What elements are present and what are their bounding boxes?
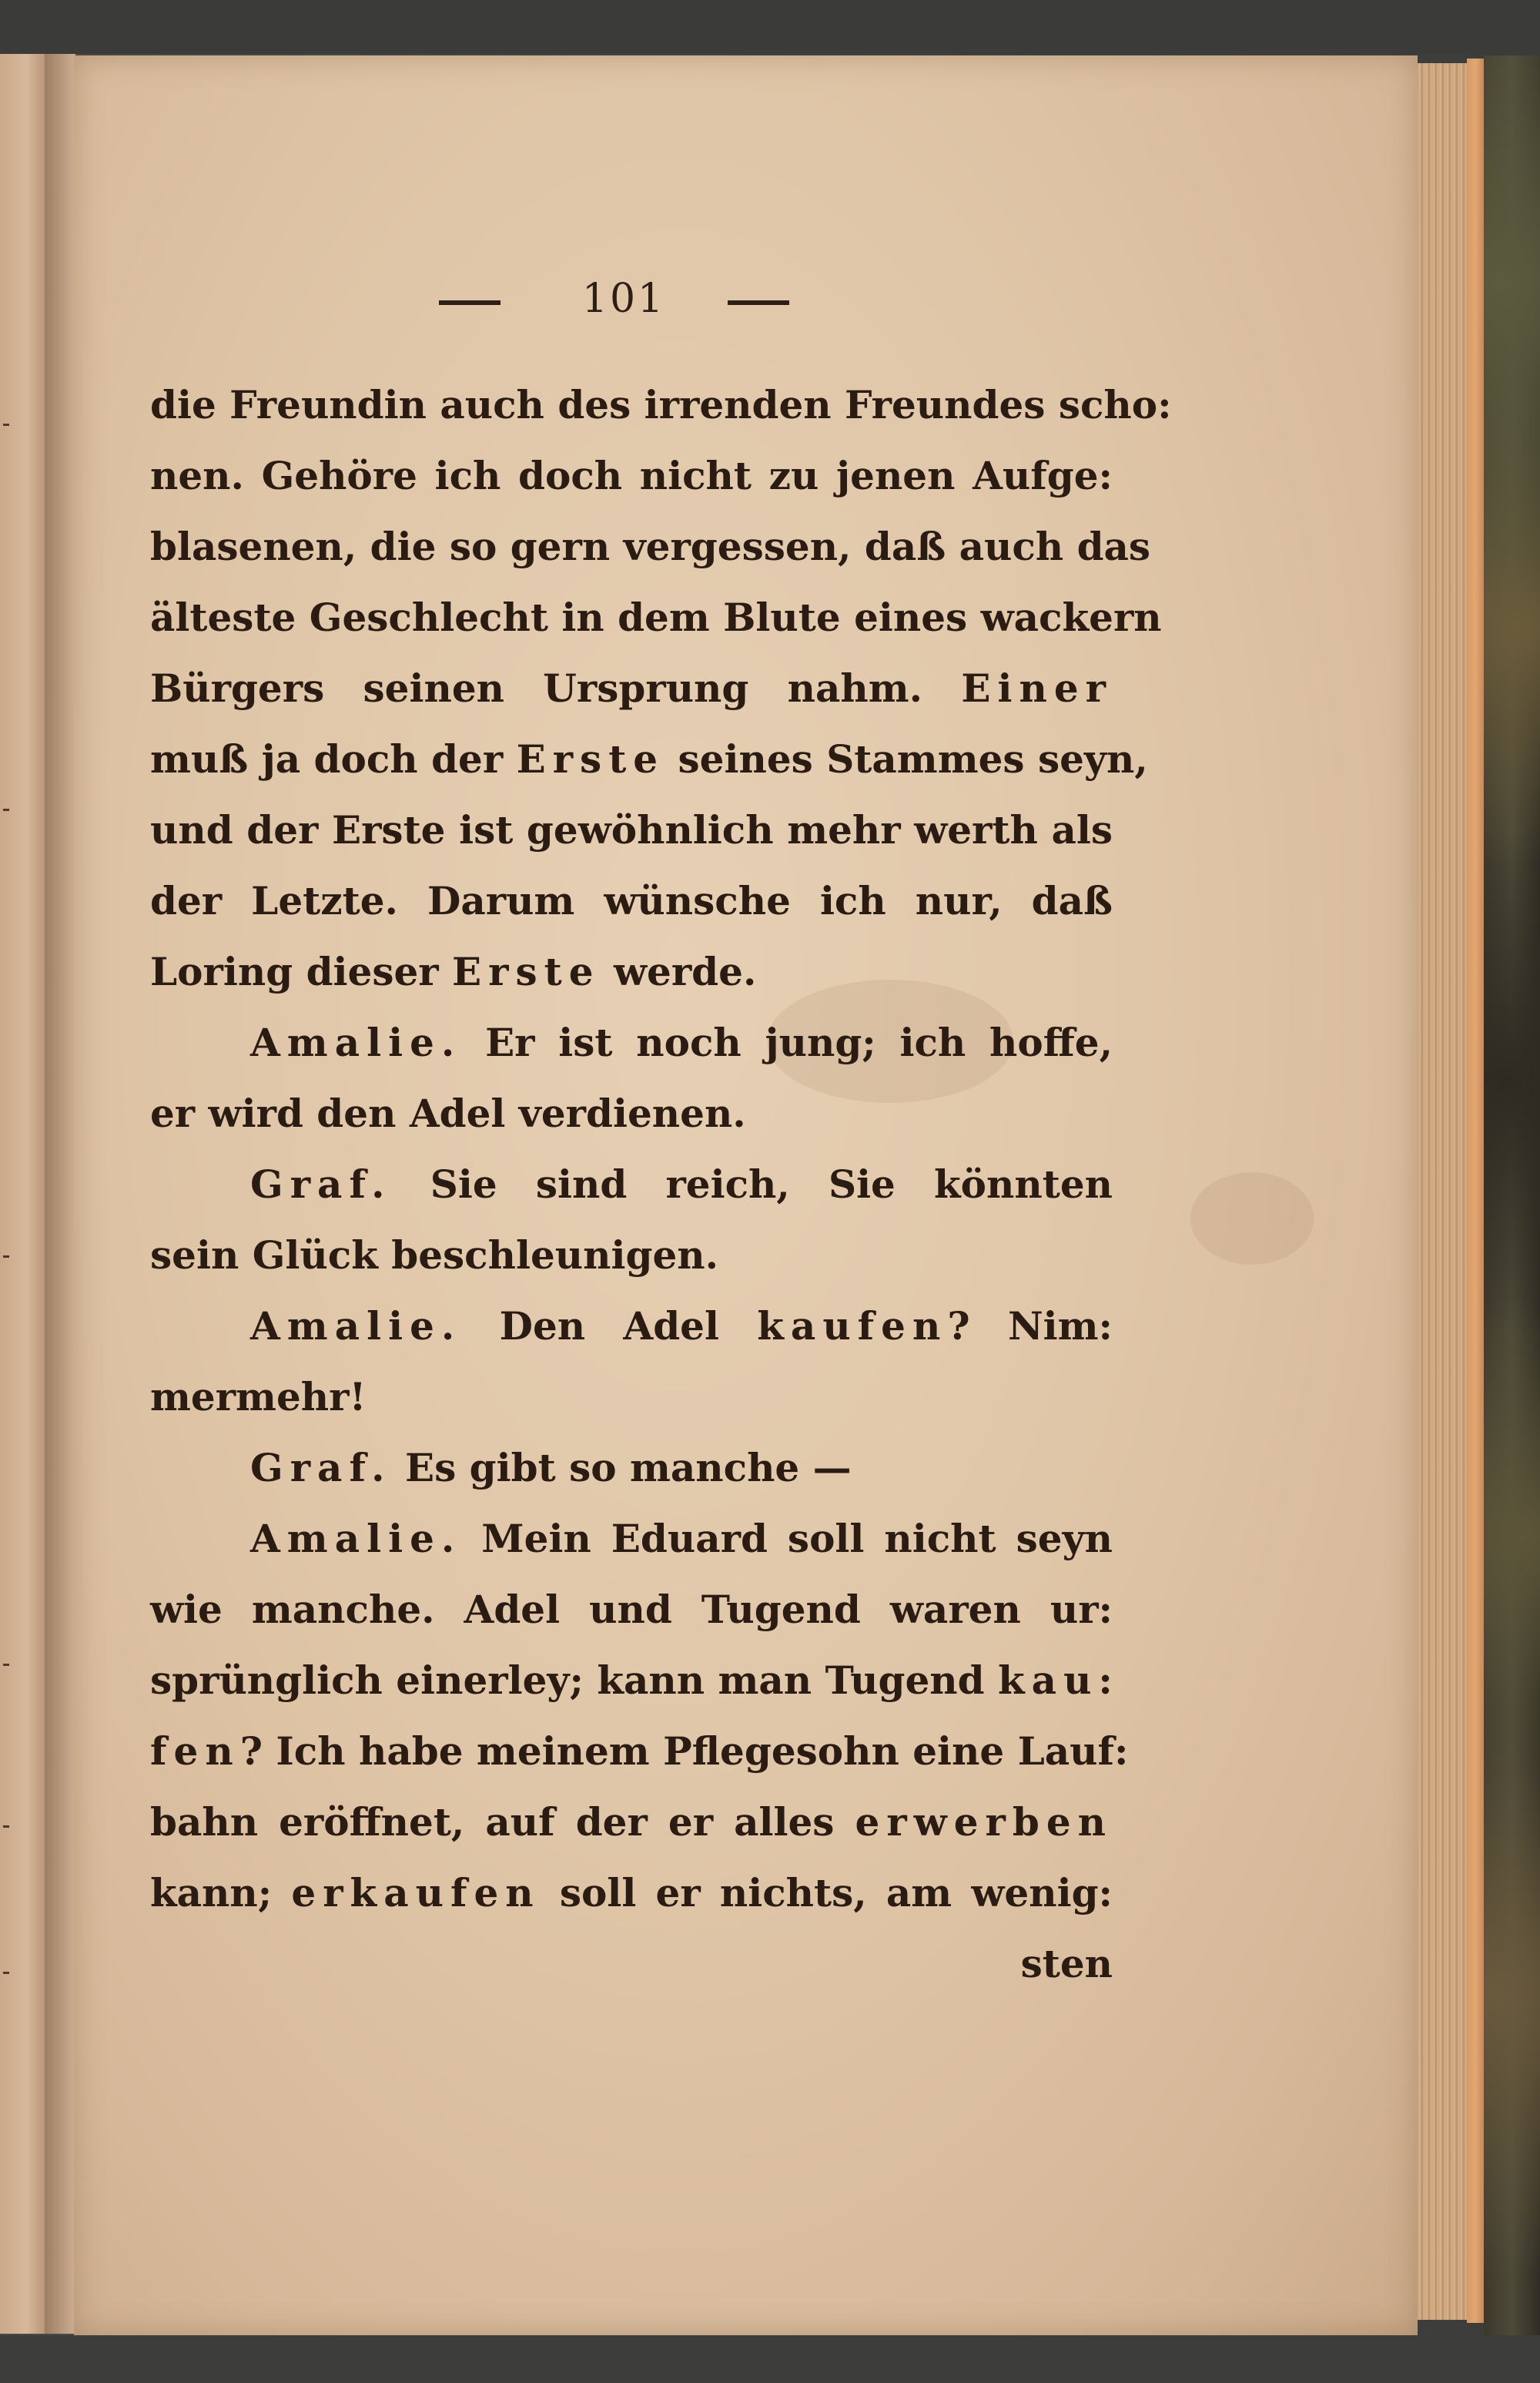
page-text (150, 370, 1172, 1999)
text-run: und der Erste ist gewöhnlich mehr werth als (150, 807, 1113, 853)
facing-page-mark (3, 1825, 9, 1828)
text-run: sein Glück beschleunigen. (150, 1232, 719, 1278)
header-dash-left (439, 300, 500, 305)
header-dash-right (728, 300, 789, 305)
text-line (150, 1149, 1113, 1220)
spaced-text: Graf. (250, 1445, 392, 1490)
text-line (150, 1716, 1129, 1787)
text-run: bahn eröffnet, auf der er alles (150, 1799, 855, 1845)
text-run: muß ja doch der (150, 736, 517, 782)
paper-stain (1190, 1172, 1314, 1265)
page-edge-color (1467, 59, 1484, 2323)
text-run: Mein Eduard soll nicht seyn (461, 1516, 1113, 1561)
spaced-text: Erste (516, 736, 665, 782)
text-line (150, 653, 1113, 724)
text-run: mermehr! (150, 1374, 367, 1419)
facing-page-mark (3, 1255, 9, 1258)
facing-page-edge (0, 54, 46, 2334)
text-line (150, 937, 1113, 1007)
text-line (150, 1220, 1113, 1291)
spaced-text: kau: (998, 1657, 1120, 1703)
text-run: nen. Gehöre ich doch nicht zu jenen Aufge: (150, 453, 1113, 498)
spaced-text: kaufen (757, 1303, 948, 1349)
facing-page-mark (3, 1972, 9, 1974)
text-run: werde. (600, 949, 757, 994)
text-line (150, 370, 1172, 441)
page-number: 101 (581, 276, 666, 322)
text-run: Loring dieser (150, 949, 453, 994)
text-run: wie manche. Adel und Tugend waren ur: (150, 1587, 1113, 1632)
text-run: ? Nim: (947, 1303, 1113, 1349)
scan-bottom-border (0, 2335, 1540, 2383)
text-run: Er ist noch jung; ich hoffe, (461, 1020, 1113, 1065)
text-line (150, 1787, 1113, 1858)
text-run: kann; (150, 1870, 292, 1915)
text-line (150, 1645, 1120, 1716)
spaced-text: erwerben (855, 1799, 1113, 1845)
text-run: sten (1020, 1941, 1113, 1986)
text-line (150, 511, 1151, 582)
text-line (150, 1362, 1113, 1433)
text-line (150, 1503, 1113, 1574)
scan-top-border (0, 0, 1540, 54)
text-run: er wird den Adel verdienen. (150, 1091, 746, 1136)
spaced-text: Amalie. (250, 1303, 462, 1349)
text-run: seines Stammes seyn, (665, 736, 1148, 782)
text-run: die Freundin auch des irrenden Freundes scho: (150, 382, 1172, 427)
text-run: soll er nichts, am wenig: (540, 1870, 1113, 1915)
text-line (150, 1078, 1113, 1149)
text-line (150, 1574, 1113, 1645)
text-line (150, 582, 1162, 653)
text-run: der Letzte. Darum wünsche ich nur, daß (150, 878, 1113, 923)
text-line (150, 1858, 1113, 1929)
spaced-text: fen (150, 1728, 240, 1774)
text-line (150, 441, 1113, 511)
text-run: älteste Geschlecht in dem Blute eines wackern (150, 595, 1162, 640)
spaced-text: Erste (452, 949, 601, 994)
spaced-text: Graf. (250, 1161, 392, 1207)
text-line (150, 1433, 1113, 1503)
text-run: Bürgers seinen Ursprung nahm. (150, 665, 962, 711)
facing-page-mark (3, 809, 9, 811)
spaced-text: Amalie. (250, 1020, 462, 1065)
text-line (150, 1291, 1113, 1362)
page-header (431, 276, 793, 330)
text-run: blasenen, die so gern vergessen, daß auch das (150, 524, 1151, 569)
facing-page-mark (3, 1664, 9, 1666)
text-line (150, 1007, 1113, 1078)
text-run: Den Adel (461, 1303, 758, 1349)
facing-page-mark (3, 424, 9, 426)
text-run: Es gibt so manche — (391, 1445, 852, 1490)
text-run: Sie sind reich, Sie könnten (391, 1161, 1113, 1207)
text-run: sprünglich einerley; kann man Tugend (150, 1657, 999, 1703)
book-gutter (45, 54, 75, 2334)
page-edges (1418, 63, 1471, 2320)
text-line (150, 1929, 1113, 1999)
text-line (150, 866, 1113, 937)
spaced-text: erkaufen (291, 1870, 541, 1915)
text-run: ? Ich habe meinem Pflegesohn eine Lauf: (239, 1728, 1129, 1774)
spaced-text: Amalie. (250, 1516, 462, 1561)
text-line (150, 795, 1113, 866)
text-line (150, 724, 1148, 795)
spaced-text: Einer (961, 665, 1113, 711)
marbled-cover (1484, 55, 1540, 2335)
